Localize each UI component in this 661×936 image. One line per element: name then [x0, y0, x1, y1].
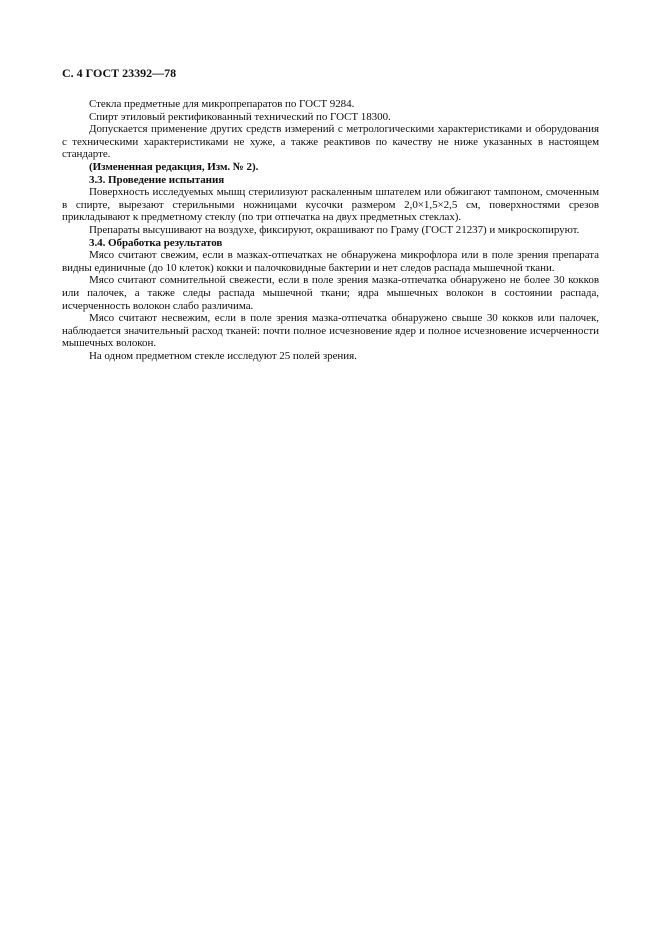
paragraph-surface-sterilization: Поверхность исследуемых мышц стерилизуют раскаленным шпателем или обжигают тампоном, смоченным в спирте, вырезают стерильными ножницами кусочки размером 2,0×1,5×2,5 см, поверхностями срезов прикладывают к предметному стеклу (по три отпечатка на двух предметных стеклах). [62, 186, 599, 224]
paragraph-stale-meat: Мясо считают несвежим, если в поле зрения мазка-отпечатка обнаружено свыше 30 кокков или палочек, наблюдается значительный расход тканей: почти полное исчезновение ядер и полное исчезновение исчерченности мышечных волокон. [62, 312, 599, 350]
section-heading-results: 3.4. Обработка результатов [89, 236, 223, 249]
paragraph-glass-slides: Стекла предметные для микропрепаратов по ГОСТ 9284. [89, 98, 355, 110]
document-body [62, 98, 599, 362]
paragraph-ethyl-alcohol: Спирт этиловый ректификованный технический по ГОСТ 18300. [89, 110, 391, 123]
paragraph-fields-of-view: На одном предметном стекле исследуют 25 полей зрения. [89, 349, 357, 362]
paragraph-fresh-meat: Мясо считают свежим, если в мазках-отпечатках не обнаружена микрофлора или в поле зрения препарата видны единичные (до 10 клеток) кокки и палочковидные бактерии и нет следов распада мышечной ткани. [62, 249, 599, 274]
document-page [62, 66, 599, 362]
paragraph-doubtful-freshness: Мясо считают сомнительной свежести, если в поле зрения мазка-отпечатка обнаружено не более 30 кокков или палочек, а также следы распада мышечной ткани; ядра мышечных волокон в состоянии распада, исчерченность волокон слабо различима. [62, 274, 599, 312]
paragraph-preparation-staining: Препараты высушивают на воздухе, фиксируют, окрашивают по Граму (ГОСТ 21237) и микроскопируют. [89, 223, 580, 236]
amendment-note: (Измененная редакция, Изм. № 2). [89, 160, 259, 173]
section-heading-testing: 3.3. Проведение испытания [89, 173, 225, 186]
paragraph-allowed-equipment: Допускается применение других средств измерений с метрологическими характеристиками и оборудования с техническими характеристиками не хуже, а также реактивов по качеству не ниже указанных в настоящем стандарте. [62, 123, 599, 161]
page-header: С. 4 ГОСТ 23392—78 [62, 66, 177, 80]
